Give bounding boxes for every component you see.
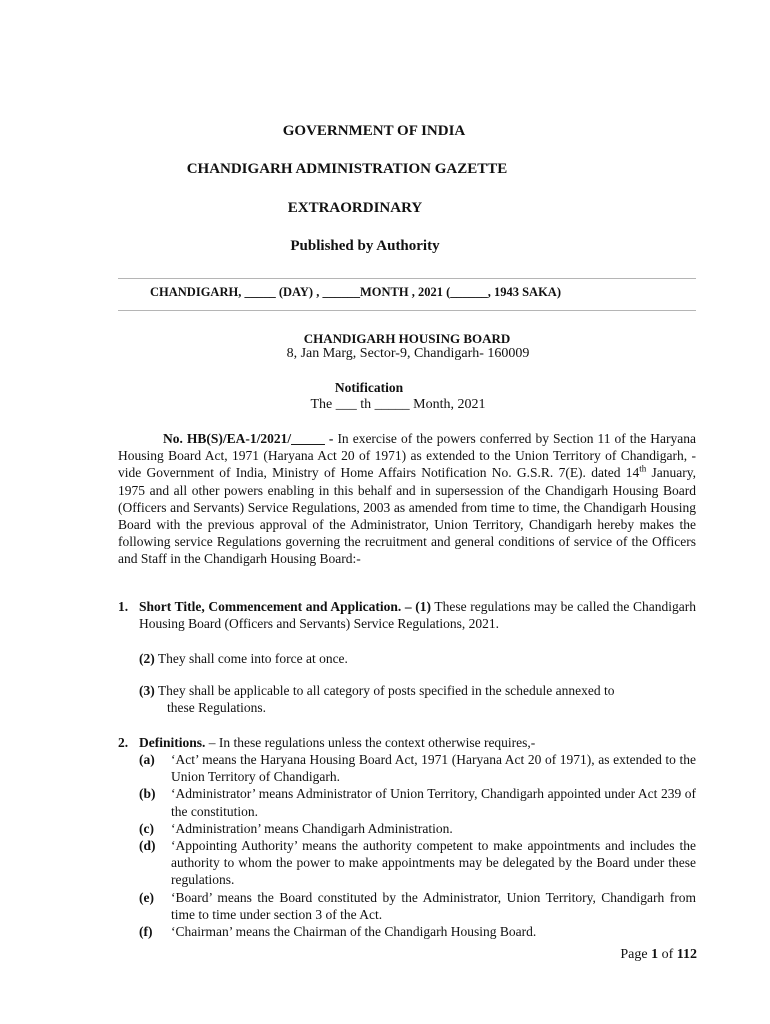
section-2-number: 2.	[118, 735, 129, 750]
definition-label: (e)	[139, 889, 154, 905]
section-1-number: 1.	[118, 599, 129, 614]
page-number: 1	[651, 947, 659, 962]
definition-text: ‘Chairman’ means the Chairman of the Chandigarh Housing Board.	[171, 924, 537, 940]
page-word: Page	[620, 947, 652, 962]
definition-text: ‘Administration’ means Chandigarh Administration.	[171, 820, 453, 836]
preamble-text-1: In exercise of the powers conferred by Section 11 of the Haryana Housing Board Act, 1971 (Haryana Act 20 of 1971) as extended to the Union Territory of Chandigarh, - vide Government of India, Ministry of Home Affairs Notification No. G.S.R. 7(E). dated 14	[118, 431, 696, 481]
sub-3-text: They shall be applicable to all category of posts specified in the schedule annexed to	[154, 683, 615, 698]
definition-text: ‘Appointing Authority’ means the authority competent to make appointments and includes the authority to whom the power to make appointments may be delegated by the Board under these regulations.	[171, 838, 696, 888]
gazette-title: CHANDIGARH ADMINISTRATION GAZETTE	[186, 161, 508, 177]
sub-3-label: (3)	[139, 683, 155, 698]
preamble-paragraph	[118, 430, 696, 568]
definition-label: (c)	[139, 820, 154, 836]
issuer-name: CHANDIGARH HOUSING BOARD	[303, 331, 511, 346]
definition-label: (f)	[139, 924, 153, 940]
sub-2-text: They shall come into force at once.	[154, 651, 348, 666]
definition-item	[139, 820, 696, 837]
notification-date: The ___ th _____ Month, 2021	[310, 397, 486, 412]
section-2-heading: Definitions.	[139, 735, 206, 750]
section-1-sub-2	[139, 650, 696, 667]
section-1-text: These regulations may be called the Chandigarh Housing Board (Officers and Servants) Service Regulations, 2021.	[139, 599, 696, 632]
definition-label: (d)	[139, 838, 156, 854]
government-heading: GOVERNMENT OF INDIA	[282, 123, 466, 139]
sub-3-continuation: these Regulations.	[167, 700, 266, 716]
bottom-divider	[118, 310, 696, 311]
notification-number: No. HB(S)/EA-1/2021/_____ -	[163, 431, 334, 446]
section-2-text: – In these regulations unless the context otherwise requires,-	[205, 735, 536, 750]
extraordinary-heading: EXTRAORDINARY	[287, 200, 423, 216]
definition-item	[139, 889, 696, 923]
gazette-dateline: CHANDIGARH, _____ (DAY) , ______MONTH , 2021 (______, 1943 SAKA)	[150, 285, 561, 299]
definition-text: ‘Board’ means the Board constituted by the Administrator, Union Territory, Chandigarh from time to time under section 3 of the Act.	[171, 889, 696, 922]
of-word: of	[658, 947, 677, 962]
preamble-text-2: January, 1975 and all other powers enabling in this behalf and in supersession of the Chandigarh Housing Board (Officers and Servants) Service Regulations, 2003 as amended from time to time, the Chandigarh Housing Board with the previous approval of the Administrator, Union Territory, Chandigarh hereby makes the following service Regulations governing the recruitment and general conditions of service of the Officers and Staff in the Chandigarh Housing Board:-	[118, 465, 696, 567]
definition-text: ‘Act’ means the Haryana Housing Board Act, 1971 (Haryana Act 20 of 1971), as extended to the Union Territory of Chandigarh.	[171, 752, 696, 785]
page-total: 112	[676, 947, 697, 962]
section-2	[118, 734, 696, 751]
sub-2-label: (2)	[139, 651, 155, 666]
definition-text: ‘Administrator’ means Administrator of Union Territory, Chandigarh appointed under Act 239 of the constitution.	[171, 786, 696, 819]
ordinal-suffix: th	[639, 463, 647, 474]
definition-item	[139, 837, 696, 889]
definition-item	[139, 785, 696, 819]
definition-item	[139, 923, 696, 940]
page-footer	[611, 947, 697, 963]
section-1-sub-3	[139, 682, 696, 716]
top-divider	[118, 278, 696, 279]
issuer-address: 8, Jan Marg, Sector-9, Chandigarh- 160009	[286, 346, 530, 361]
section-1	[118, 598, 696, 632]
notification-title: Notification	[334, 380, 404, 395]
published-by-authority: Published by Authority	[290, 238, 440, 254]
section-1-heading: Short Title, Commencement and Application. – (1)	[139, 599, 431, 614]
definition-label: (a)	[139, 752, 155, 767]
definition-item	[139, 751, 696, 785]
definition-label: (b)	[139, 786, 156, 802]
definitions-list	[139, 751, 696, 940]
